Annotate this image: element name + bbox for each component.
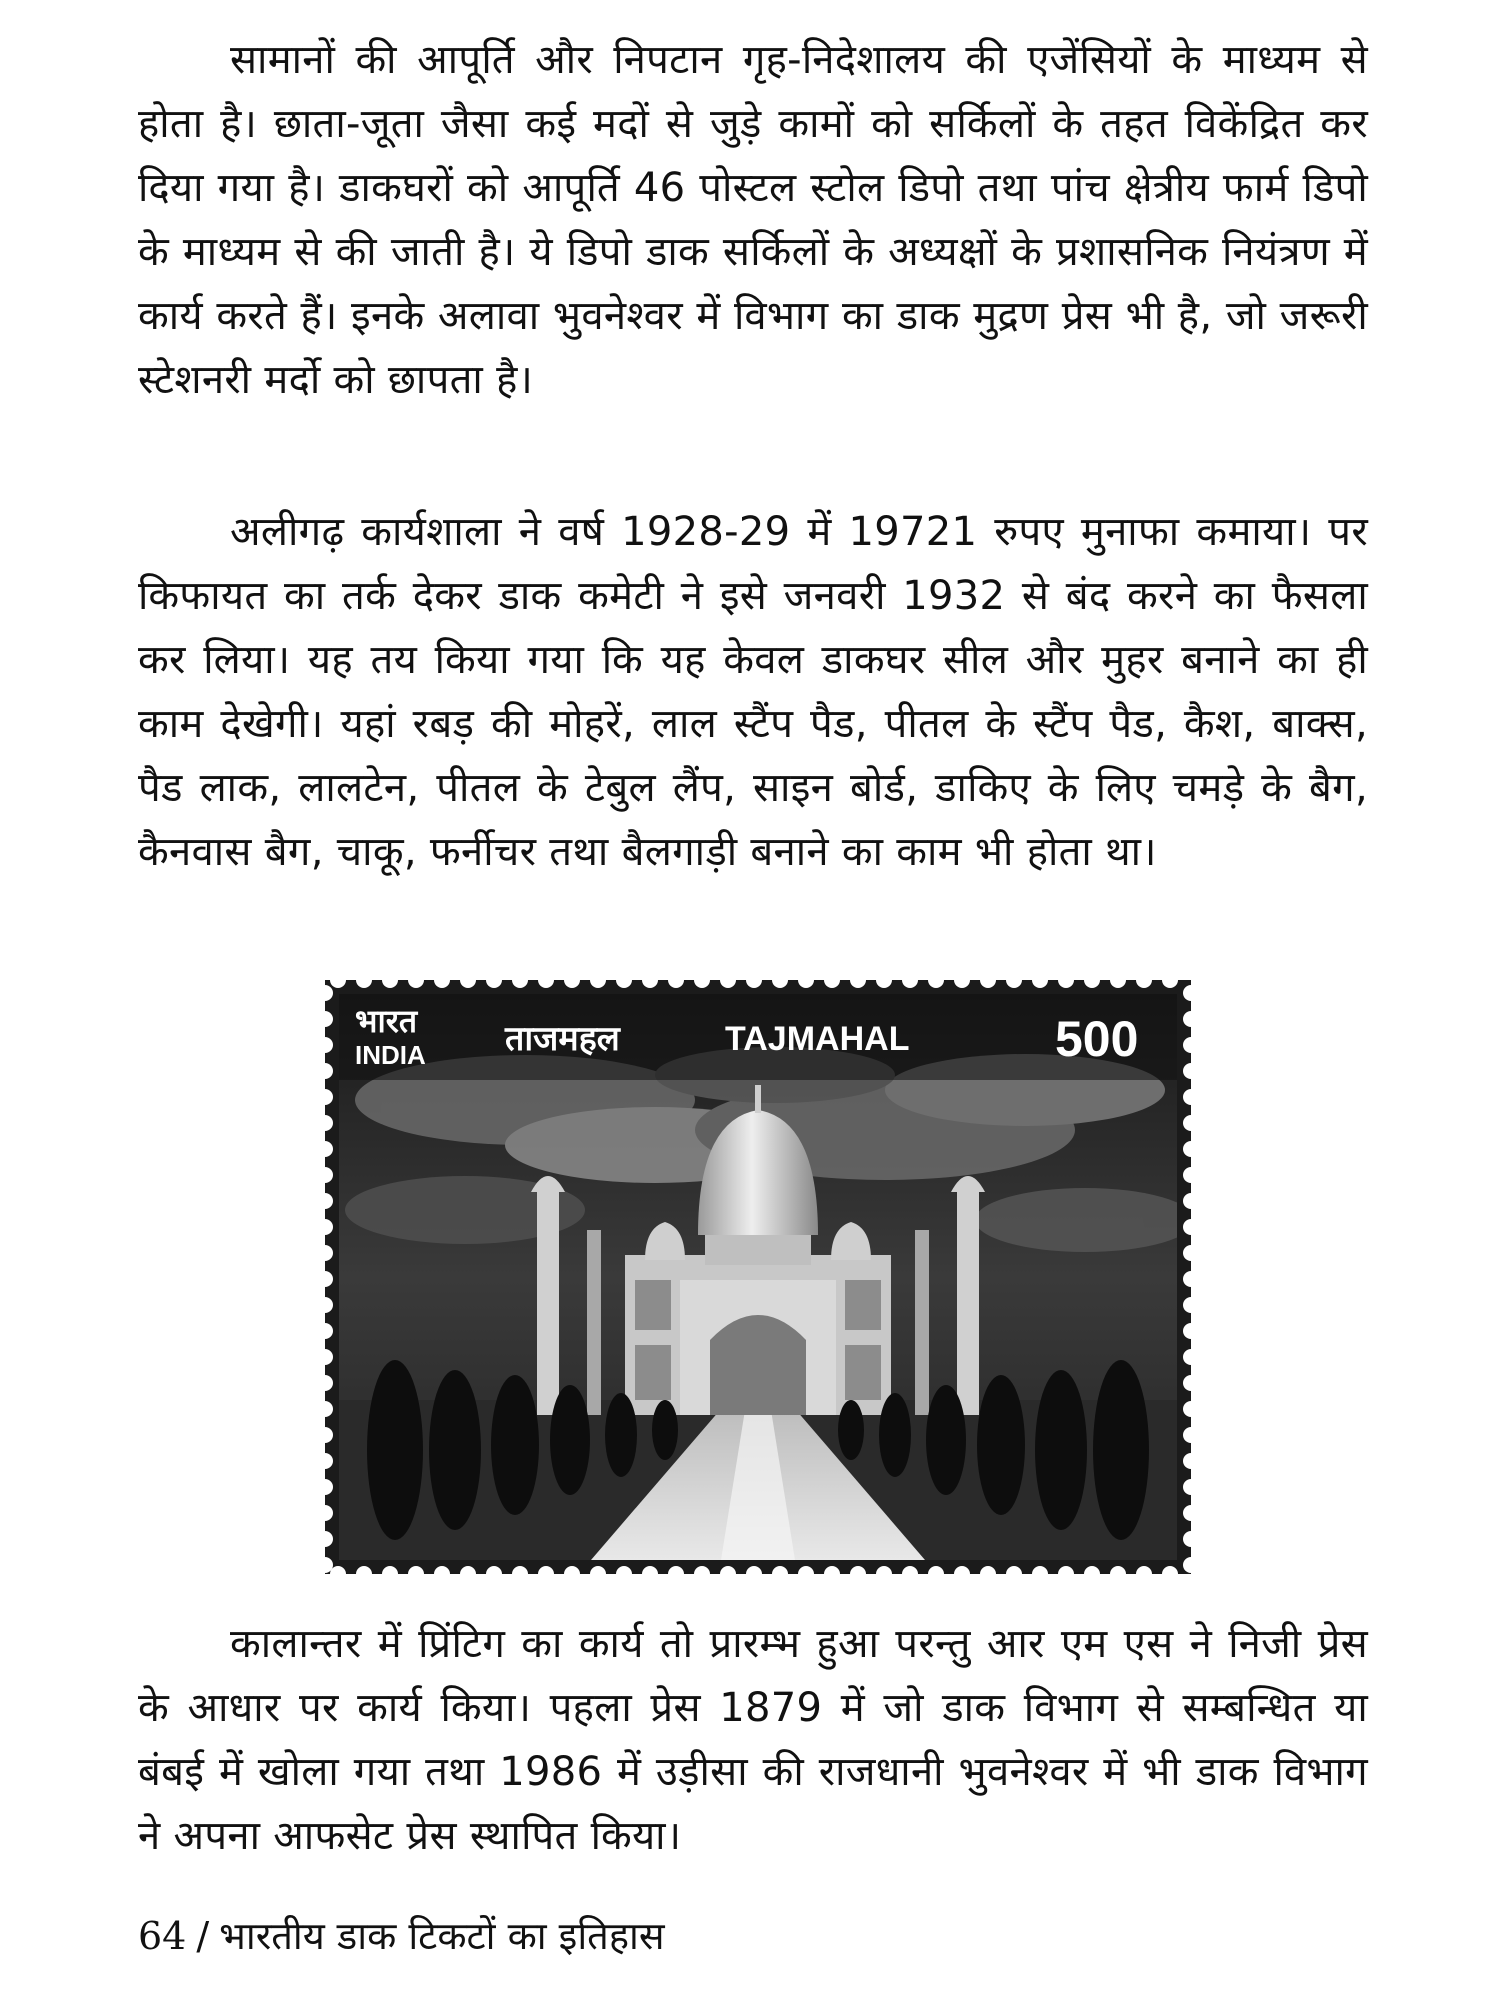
page-footer: [138, 1912, 665, 1960]
paragraph-aligarh-workshop: अलीगढ़ कार्यशाला ने वर्ष 1928-29 में 19721 रुपए मुनाफा कमाया। पर किफायत का तर्क देकर डाक कमेटी ने इसे जनवरी 1932 से बंद करने का फैसला कर लिया। यह तय किया गया कि यह केवल डाकघर सील और मुहर बनाने का ही काम देखेगी। यहां रबड़ की मोहरें, लाल स्टैंप पैड, पीतल के स्टैंप पैड, कैश, बाक्स, पैड लाक, लालटेन, पीतल के टेबुल लैंप, साइन बोर्ड, डाकिए के लिए चमड़े के बैग, कैनवास बैग, चाकू, फर्नीचर तथा बैलगाड़ी बनाने का काम भी होता था।: [138, 509, 1368, 875]
footer-separator: /: [196, 1914, 210, 1958]
stamp-title-hindi: ताजमहल: [505, 1020, 620, 1058]
paragraph-supplies: सामानों की आपूर्ति और निपटान गृह-निदेशालय की एजेंसियों के माध्यम से होता है। छाता-जूता जैसा कई मदों से जुड़े कामों को सर्किलों के तहत विकेंद्रित कर दिया गया है। डाकघरों को आपूर्ति 46 पोस्टल स्टोल डिपो तथा पांच क्षेत्रीय फार्म डिपो के माध्यम से की जाती है। ये डिपो डाक सर्किलों के अध्यक्षों के प्रशासनिक नियंत्रण में कार्य करते हैं। इनके अलावा भुवनेश्वर में विभाग का डाक मुद्रण प्रेस भी है, जो जरूरी स्टेशनरी मर्दो को छापता है।: [138, 37, 1368, 403]
postage-stamp-tajmahal: [325, 980, 1191, 1574]
page-number: 64: [138, 1914, 187, 1958]
book-title: भारतीय डाक टिकटों का इतिहास: [219, 1914, 665, 1958]
paragraph-printing: कालान्तर में प्रिंटिग का कार्य तो प्रारम्भ हुआ परन्तु आर एम एस ने निजी प्रेस के आधार पर कार्य किया। पहला प्रेस 1879 में जो डाक विभाग से सम्बन्धित या बंबई में खोला गया तथा 1986 में उड़ीसा की राजधानी भुवनेश्वर में भी डाक विभाग ने अपना आफसेट प्रेस स्थापित किया।: [138, 1621, 1368, 1859]
stamp-country-english: INDIA: [355, 1040, 426, 1070]
stamp-country-hindi: भारत: [355, 1003, 418, 1039]
stamp-denomination: 500: [1055, 1011, 1139, 1067]
stamp-title-english: TAJMAHAL: [725, 1020, 910, 1058]
